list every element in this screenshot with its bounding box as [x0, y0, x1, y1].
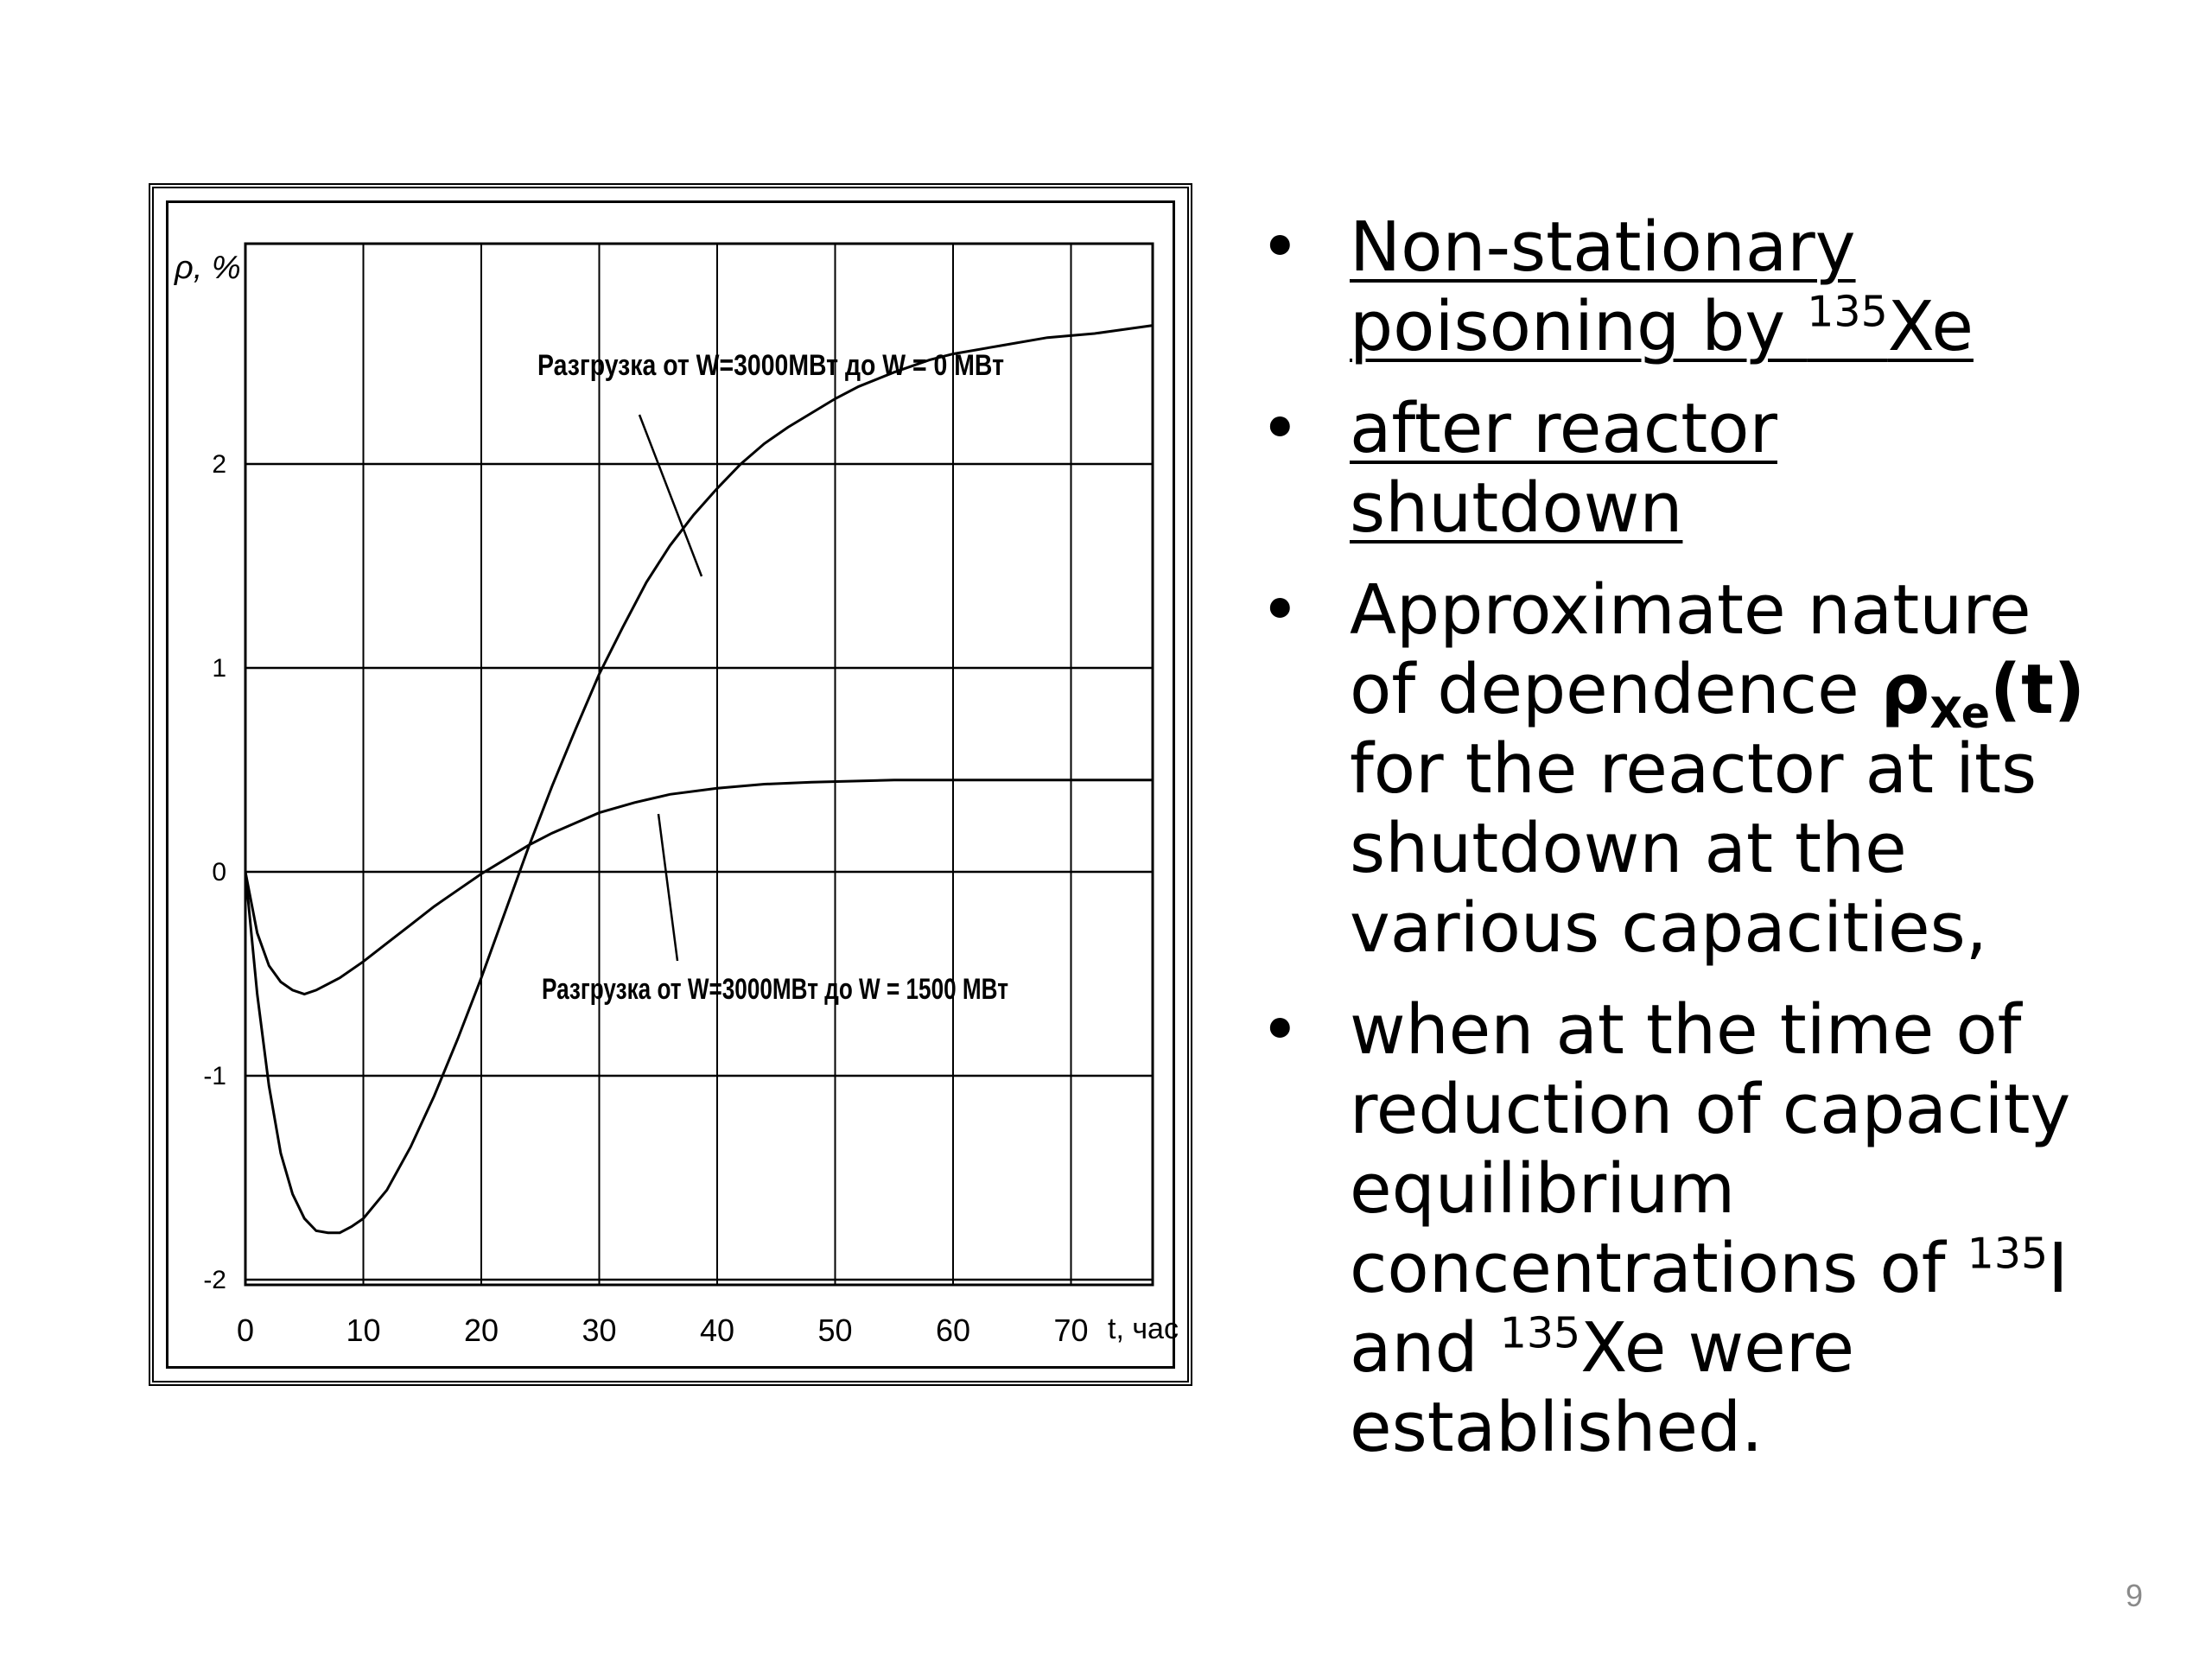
annotation-label: Разгрузка от W=3000МВт до W = 0 МВт	[537, 349, 1004, 382]
bullet-4-line-4: concentrations of	[1350, 1229, 1967, 1308]
y-tick-label: -2	[203, 1266, 226, 1294]
y-tick-label: 1	[212, 654, 226, 683]
bullet-3-line-2: of dependence	[1350, 650, 1881, 729]
bullet-2-line-1: after reactor	[1350, 389, 1777, 468]
bullet-3-line-1: Approximate nature	[1350, 570, 2031, 650]
plot-area-border	[245, 244, 1153, 1285]
bullet-3-line-4: shutdown at the	[1350, 809, 1907, 888]
bullet-1-line-2	[1350, 287, 1974, 366]
x-tick-label: 10	[346, 1313, 381, 1348]
x-tick-label: 70	[1053, 1313, 1089, 1348]
bullet-item-4	[1260, 990, 2158, 1467]
y-tick-label: -1	[203, 1062, 226, 1090]
bullet-3-line-5: various capacities,	[1350, 888, 1987, 968]
bullet-dot: •	[1260, 389, 1300, 468]
bullet-1-text: poisoning by	[1350, 287, 1808, 366]
bullet-list	[1260, 207, 2158, 1490]
page-number: 9	[2125, 1578, 2143, 1613]
bullet-1-sup: 135	[1807, 287, 1888, 337]
x-tick-label: 50	[817, 1313, 853, 1348]
rho-subscript: Xe	[1929, 688, 1991, 738]
x-axis-label: t, час	[1108, 1313, 1179, 1345]
bullet-2-line-2: shutdown	[1350, 468, 1683, 548]
iodine-sup: 135	[1967, 1229, 2049, 1279]
bullet-1-line-1: Non-stationary	[1350, 207, 1856, 287]
y-axis-label: ρ, %	[175, 250, 241, 286]
xenon-sup: 135	[1499, 1308, 1581, 1358]
x-tick-label: 60	[935, 1313, 971, 1348]
y-tick-label: 0	[212, 858, 226, 887]
x-tick-label: 30	[582, 1313, 617, 1348]
bullet-3-line-3: for the reactor at its	[1350, 729, 2037, 809]
annotation-leader-line	[658, 814, 677, 961]
bullet-4-line-1: when at the time of	[1350, 990, 2022, 1070]
x-tick-label: 40	[699, 1313, 735, 1348]
bullet-item-1	[1260, 207, 2158, 366]
bullet-1-xe: Xe	[1887, 287, 1974, 366]
bullet-4-line-2: reduction of capacity	[1350, 1070, 2071, 1149]
x-tick-label: 0	[236, 1313, 255, 1348]
bullet-item-2	[1260, 389, 2158, 548]
x-tick-label: 20	[463, 1313, 499, 1348]
bullet-dot: •	[1260, 990, 1300, 1070]
bullet-4-line-6: established.	[1350, 1388, 1764, 1467]
bullet-4-line-5a: and	[1350, 1308, 1500, 1388]
rho-symbol: ρ	[1880, 650, 1930, 729]
series-line-2	[245, 780, 1154, 995]
bullet-dot: •	[1260, 207, 1300, 287]
xenon-poisoning-chart	[149, 183, 1192, 1386]
bullet-4-line-5b: Xe were	[1580, 1308, 1855, 1388]
bullet-4-line-3: equilibrium	[1350, 1149, 1736, 1229]
rho-argument: (t)	[1990, 650, 2085, 729]
bullet-item-3	[1260, 570, 2158, 968]
iodine-symbol: I	[2048, 1229, 2069, 1308]
y-tick-label: 2	[212, 450, 226, 479]
annotation-leader-line	[639, 415, 702, 576]
bullet-dot: •	[1260, 570, 1300, 650]
annotation-label: Разгрузка от W=3000МВт до W = 1500 МВт	[542, 973, 1008, 1006]
